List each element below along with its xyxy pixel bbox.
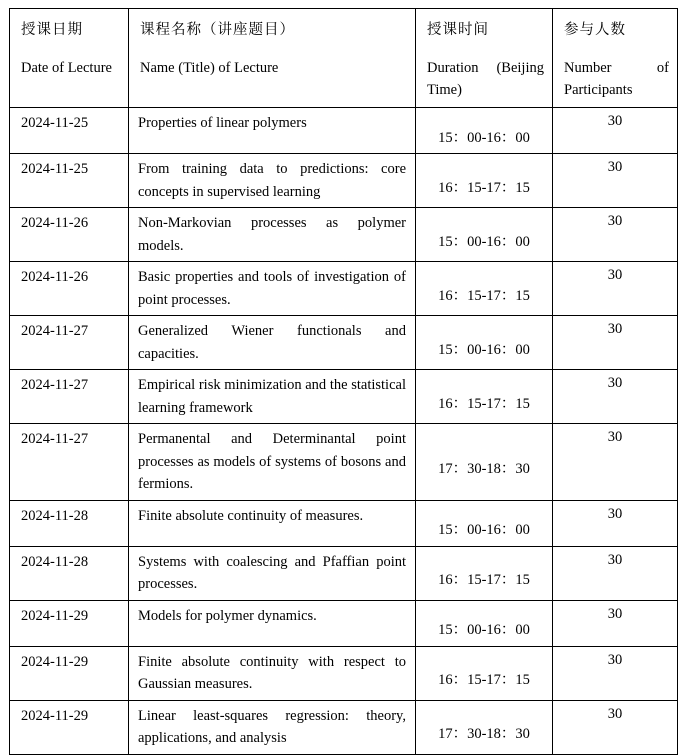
date-cell: 2024-11-26 xyxy=(10,262,129,316)
lecture-schedule-table xyxy=(9,8,678,755)
col-header-title-zh: 课程名称（讲座题目） xyxy=(140,22,295,38)
time-cell: 15：00-16：00 xyxy=(416,208,553,262)
lecture-title-cell: Generalized Wiener functionals and capacities. xyxy=(129,316,416,370)
lecture-title-cell: Finite absolute continuity of measures. xyxy=(129,500,416,546)
time-cell: 16：15-17：15 xyxy=(416,154,553,208)
participants-cell: 30 xyxy=(553,600,678,646)
time-cell: 16：15-17：15 xyxy=(416,370,553,424)
lecture-title-cell: Finite absolute continuity with respect to Gaussian measures. xyxy=(129,646,416,700)
col-header-participants xyxy=(553,9,678,108)
table-body xyxy=(10,108,678,755)
participants-cell: 30 xyxy=(553,424,678,501)
table-row xyxy=(10,546,678,600)
table-row xyxy=(10,424,678,501)
col-header-participants-zh: 参与人数 xyxy=(564,22,626,38)
time-cell: 16：15-17：15 xyxy=(416,646,553,700)
time-cell: 17：30-18：30 xyxy=(416,700,553,754)
participants-cell: 30 xyxy=(553,108,678,154)
participants-cell: 30 xyxy=(553,262,678,316)
col-header-title-en: Name (Title) of Lecture xyxy=(140,60,279,76)
lecture-title-cell: Empirical risk minimization and the statistical learning framework xyxy=(129,370,416,424)
table-row xyxy=(10,600,678,646)
table-row xyxy=(10,208,678,262)
time-cell: 15：00-16：00 xyxy=(416,500,553,546)
participants-cell: 30 xyxy=(553,500,678,546)
participants-cell: 30 xyxy=(553,370,678,424)
col-header-time xyxy=(416,9,553,108)
date-cell: 2024-11-28 xyxy=(10,546,129,600)
lecture-title-cell: Properties of linear polymers xyxy=(129,108,416,154)
date-cell: 2024-11-25 xyxy=(10,108,129,154)
lecture-title-cell: Systems with coalescing and Pfaffian point processes. xyxy=(129,546,416,600)
participants-cell: 30 xyxy=(553,700,678,754)
table-row xyxy=(10,500,678,546)
table-row xyxy=(10,700,678,754)
table-row xyxy=(10,262,678,316)
date-cell: 2024-11-29 xyxy=(10,600,129,646)
participants-cell: 30 xyxy=(553,546,678,600)
participants-cell: 30 xyxy=(553,154,678,208)
lecture-title-cell: Linear least-squares regression: theory, applications, and analysis xyxy=(129,700,416,754)
participants-cell: 30 xyxy=(553,646,678,700)
table-row xyxy=(10,370,678,424)
time-cell: 16：15-17：15 xyxy=(416,262,553,316)
col-header-date xyxy=(10,9,129,108)
col-header-time-en: Duration (Beijing Time) xyxy=(427,60,544,98)
date-cell: 2024-11-28 xyxy=(10,500,129,546)
lecture-title-cell: From training data to predictions: core concepts in supervised learning xyxy=(129,154,416,208)
table-row xyxy=(10,108,678,154)
lecture-title-cell: Basic properties and tools of investigation of point processes. xyxy=(129,262,416,316)
col-header-title xyxy=(129,9,416,108)
col-header-time-zh: 授课时间 xyxy=(427,22,489,38)
date-cell: 2024-11-25 xyxy=(10,154,129,208)
date-cell: 2024-11-27 xyxy=(10,370,129,424)
col-header-date-en: Date of Lecture xyxy=(21,60,112,76)
participants-cell: 30 xyxy=(553,316,678,370)
lecture-title-cell: Permanental and Determinantal point processes as models of systems of bosons and fermions. xyxy=(129,424,416,501)
time-cell: 15：00-16：00 xyxy=(416,108,553,154)
time-cell: 15：00-16：00 xyxy=(416,316,553,370)
header-row xyxy=(10,9,678,108)
time-cell: 16：15-17：15 xyxy=(416,546,553,600)
date-cell: 2024-11-29 xyxy=(10,646,129,700)
col-header-date-zh: 授课日期 xyxy=(21,22,83,38)
date-cell: 2024-11-27 xyxy=(10,316,129,370)
table-row xyxy=(10,316,678,370)
time-cell: 17：30-18：30 xyxy=(416,424,553,501)
table-row xyxy=(10,646,678,700)
time-cell: 15：00-16：00 xyxy=(416,600,553,646)
table-header xyxy=(10,9,678,108)
date-cell: 2024-11-26 xyxy=(10,208,129,262)
date-cell: 2024-11-29 xyxy=(10,700,129,754)
col-header-participants-en: Number of Participants xyxy=(564,60,669,98)
lecture-title-cell: Models for polymer dynamics. xyxy=(129,600,416,646)
table-row xyxy=(10,154,678,208)
participants-cell: 30 xyxy=(553,208,678,262)
lecture-title-cell: Non-Markovian processes as polymer models. xyxy=(129,208,416,262)
date-cell: 2024-11-27 xyxy=(10,424,129,501)
